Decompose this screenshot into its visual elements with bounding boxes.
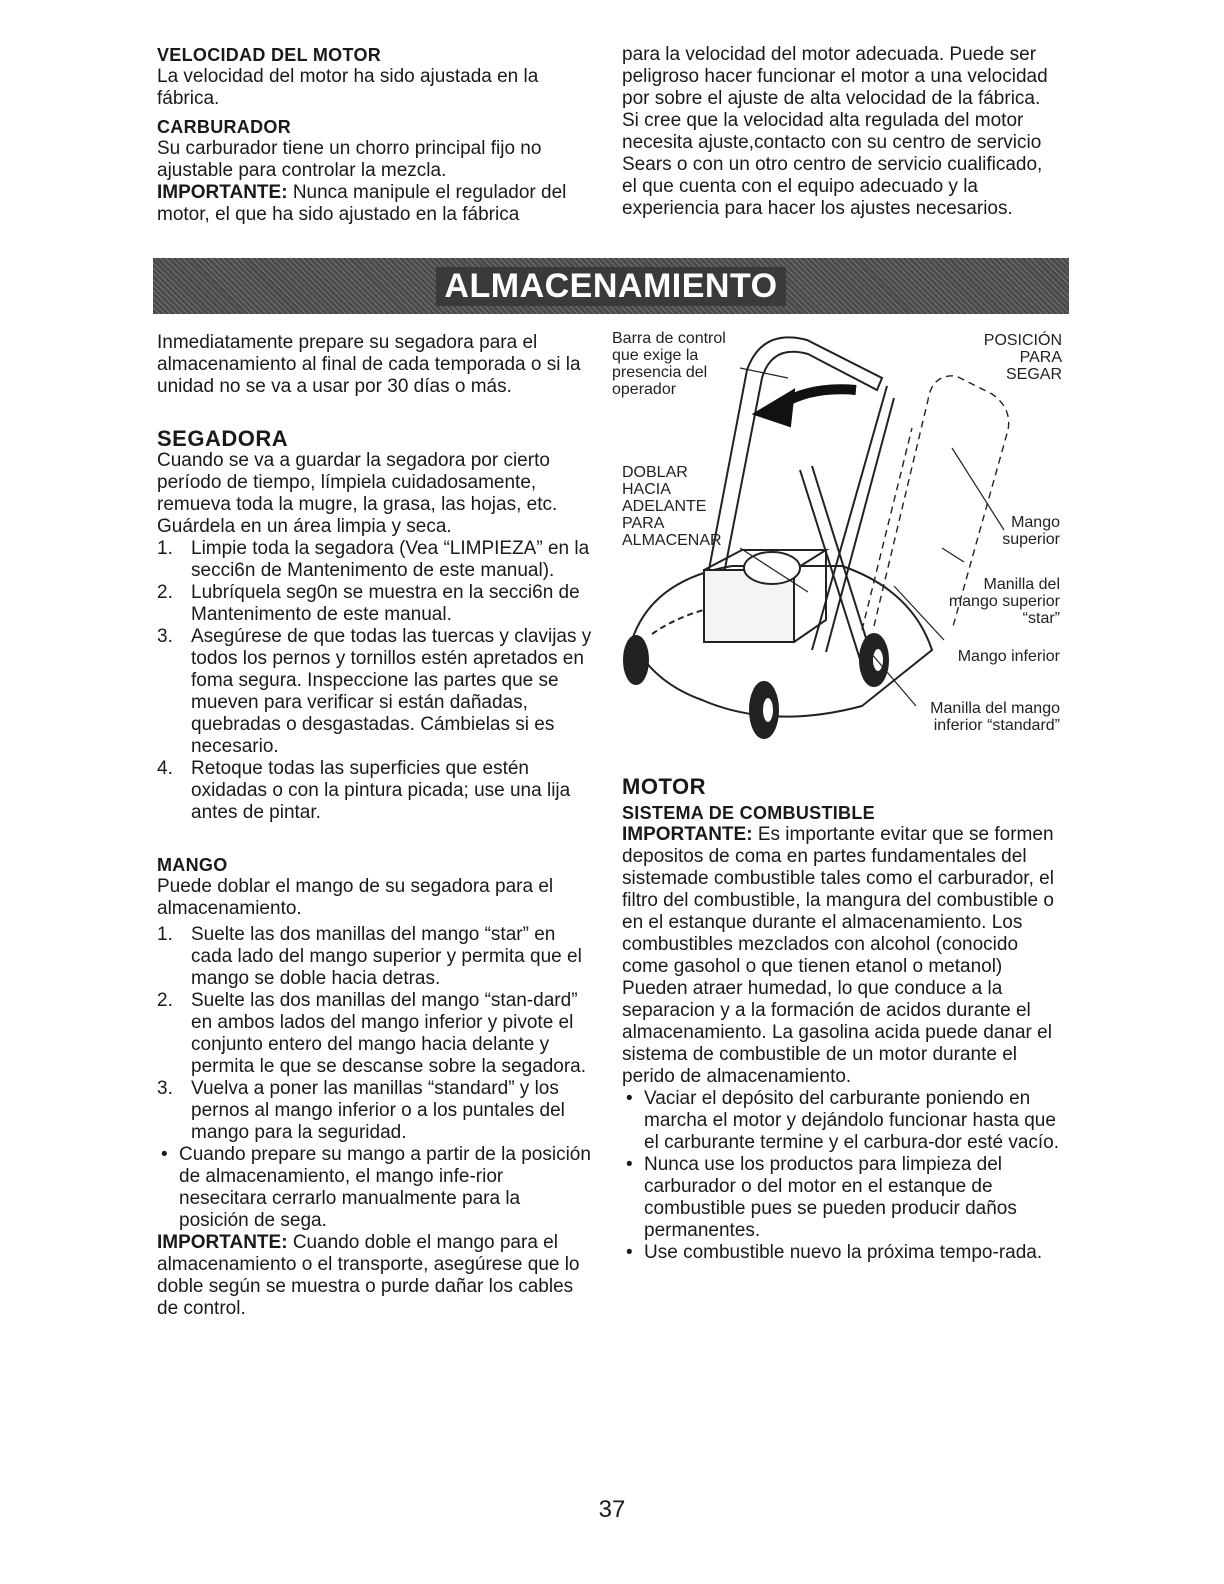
importante-label: IMPORTANTE: bbox=[157, 1232, 288, 1253]
label-line: Mango bbox=[1011, 514, 1060, 531]
label-line: DOBLAR bbox=[622, 464, 688, 481]
label-line: que exige la bbox=[612, 347, 699, 364]
importante-label: IMPORTANTE: bbox=[622, 824, 753, 845]
list-item bbox=[157, 582, 593, 626]
motor-heading: MOTOR bbox=[622, 774, 706, 799]
mango-importante bbox=[157, 1232, 593, 1320]
motor-subheading: SISTEMA DE COMBUSTIBLE bbox=[622, 803, 875, 823]
label-doblar bbox=[622, 464, 722, 549]
banner-title: ALMACENAMIENTO bbox=[436, 267, 785, 306]
mango-list bbox=[157, 924, 593, 1144]
mango-bullet bbox=[157, 1144, 593, 1232]
carburador-text bbox=[157, 138, 595, 182]
item-text: Limpie toda la segadora (Vea “LIMPIEZA” en la secci6n de Mantenimento de este manual). bbox=[191, 538, 590, 581]
mango-text: Puede doblar el mango de su segadora para el almacenamiento. bbox=[157, 876, 554, 919]
label-line: SEGAR bbox=[1005, 366, 1062, 383]
importante-text: Es importante evitar que se formen depositos de coma en partes fundamentales del sistemade combustible tales como el carburador, el filtro del combustible, la mangura del combustible o en el estanque durante el almacenamiento. Los combustibles mezclados con alcohol (conocido come gasohol o que tienen etanol o metanol) Pueden atraer humedad, lo que conduce a la separacion y a la formación de acidos durante el almacenamiento. La gasolina acida puede danar el sistema de combustible de un motor durante el perido de almacenamiento. bbox=[622, 824, 1054, 1087]
motor-bullets bbox=[622, 1088, 1062, 1264]
bullet-text: Cuando prepare su mango a partir de la posición de almacenamiento, el mango infe-rior nesecitara cerrarlo manualmente para la posición de sega. bbox=[179, 1144, 591, 1231]
label-line: operador bbox=[612, 381, 677, 398]
label-manilla-star bbox=[949, 576, 1060, 627]
importante-text: Nunca manipule el regulador del motor, el que ha sido ajustado en la fábrica bbox=[157, 182, 567, 225]
bullet-symbol: • bbox=[626, 1088, 633, 1109]
left-column bbox=[157, 332, 593, 1320]
mango-heading: MANGO bbox=[157, 855, 228, 875]
label-line: Manilla del bbox=[983, 576, 1060, 593]
label-line: “star” bbox=[1022, 610, 1060, 627]
label-line: POSICIÓN bbox=[983, 332, 1062, 349]
label-line: inferior “standard” bbox=[933, 717, 1060, 734]
top-right-section bbox=[622, 44, 1062, 220]
label-line: presencia del bbox=[612, 364, 708, 381]
item-number: 3. bbox=[157, 626, 173, 647]
bullet-text: Vaciar el depósito del carburante poniendo en marcha el motor y dejándolo funcionar hasta que el carburante termine y el carbura-dor esté vacío. bbox=[644, 1088, 1060, 1153]
list-item bbox=[622, 1088, 1062, 1154]
label-mango-superior bbox=[1002, 514, 1060, 548]
motor-importante bbox=[622, 824, 1062, 1088]
bullet-symbol: • bbox=[626, 1242, 633, 1263]
label-line: mango superior bbox=[948, 593, 1060, 610]
list-item bbox=[157, 924, 593, 990]
list-item bbox=[157, 1078, 593, 1144]
label-line: Barra de control bbox=[612, 330, 726, 347]
item-number: 4. bbox=[157, 758, 173, 779]
item-number: 2. bbox=[157, 582, 173, 603]
bullet-symbol: • bbox=[626, 1154, 633, 1175]
item-text: Suelte las dos manillas del mango “star” en cada lado del mango superior y permita que el mango se doble hacia detras. bbox=[191, 924, 582, 989]
item-number: 1. bbox=[157, 538, 173, 559]
item-text: Lubríquela seg0n se muestra en la secci6n de Mantenimento de este manual. bbox=[191, 582, 580, 625]
label-posicion-segar bbox=[984, 332, 1062, 383]
list-item bbox=[157, 626, 593, 758]
label-line: superior bbox=[1002, 531, 1060, 548]
page-number: 37 bbox=[598, 1496, 626, 1523]
item-number: 1. bbox=[157, 924, 173, 945]
item-number: 2. bbox=[157, 990, 173, 1011]
mower-figure bbox=[612, 330, 1072, 754]
item-text: Asegúrese de que todas las tuercas y clavijas y todos los pernos y tornillos estén apretados en foma segura. Inspeccione las partes que se mueven para verificar si están dañadas, quebradas o desgastadas. Cámbielas si es necesario. bbox=[191, 626, 592, 757]
carburador-body: Su carburador tiene un chorro principal fijo no ajustable para controlar la mezcla. bbox=[157, 138, 542, 181]
carburador-heading: CARBURADOR bbox=[157, 117, 291, 137]
label-barra-control bbox=[612, 330, 726, 398]
intro-text: Inmediatamente prepare su segadora para el almacenamiento al final de cada temporada o si la unidad no se va a usar por 30 días o más. bbox=[157, 332, 581, 397]
segadora-heading: SEGADORA bbox=[157, 426, 289, 451]
label-mango-inferior: Mango inferior bbox=[957, 648, 1060, 665]
velocidad-text: La velocidad del motor ha sido ajustada en la fábrica. bbox=[157, 66, 539, 109]
motor-section bbox=[622, 776, 1062, 1264]
velocidad-heading: VELOCIDAD DEL MOTOR bbox=[157, 45, 382, 65]
label-line: PARA bbox=[622, 515, 665, 532]
importante-paragraph bbox=[157, 182, 595, 226]
importante-label: IMPORTANTE: bbox=[157, 182, 288, 203]
label-manilla-standard bbox=[930, 700, 1060, 734]
top-left-section bbox=[157, 44, 595, 226]
top-right-text: para la velocidad del motor adecuada. Puede ser peligroso hacer funcionar el motor a una velocidad por sobre el ajuste de alta velocidad de la fábrica. Si cree que la velocidad alta regulada del motor necesita ajuste,contacto con su centro de servicio Sears o con un otro centro de servicio cualificado, el que cuenta con el equipo adecuado y la experiencia para hacer los ajustes necesarios. bbox=[622, 44, 1048, 219]
label-line: Manilla del mango bbox=[930, 700, 1060, 717]
item-number: 3. bbox=[157, 1078, 173, 1099]
list-item bbox=[622, 1242, 1062, 1264]
item-text: Suelte las dos manillas del mango “stan-dard” en ambos lados del mango inferior y pivote el conjunto entero del mango hacia delante y permita le que se descanse sobre la segadora. bbox=[191, 990, 587, 1077]
importante-text: Cuando doble el mango para el almacenamiento o el transporte, asegúrese que lo doble según se muestra o purde dañar los cables de control. bbox=[157, 1232, 580, 1319]
label-line: ADELANTE bbox=[622, 498, 707, 515]
list-item bbox=[157, 758, 593, 824]
bullet-text: Nunca use los productos para limpieza del carburador o del motor en el estanque de combustible pues se pueden producir daños permanentes. bbox=[644, 1154, 1017, 1241]
list-item bbox=[157, 538, 593, 582]
segadora-text: Cuando se va a guardar la segadora por cierto período de tiempo, límpiela cuidadosamente, remueva toda la mugre, la grasa, las hojas, etc. Guárdela en un área limpia y seca. bbox=[157, 450, 558, 537]
item-text: Retoque todas las superficies que estén oxidadas o con la pintura picada; use una lija antes de pintar. bbox=[191, 758, 571, 823]
label-line: ALMACENAR bbox=[622, 532, 722, 549]
item-text: Vuelva a poner las manillas “standard” y los pernos al mango inferior o a los puntales del mango para la seguridad. bbox=[191, 1078, 565, 1143]
bullet-text: Use combustible nuevo la próxima tempo-rada. bbox=[644, 1242, 1043, 1263]
list-item bbox=[157, 990, 593, 1078]
section-banner bbox=[153, 258, 1069, 314]
list-item bbox=[622, 1154, 1062, 1242]
label-line: HACIA bbox=[622, 481, 671, 498]
label-line: PARA bbox=[1019, 349, 1062, 366]
bullet-symbol: • bbox=[161, 1144, 168, 1165]
segadora-list bbox=[157, 538, 593, 824]
